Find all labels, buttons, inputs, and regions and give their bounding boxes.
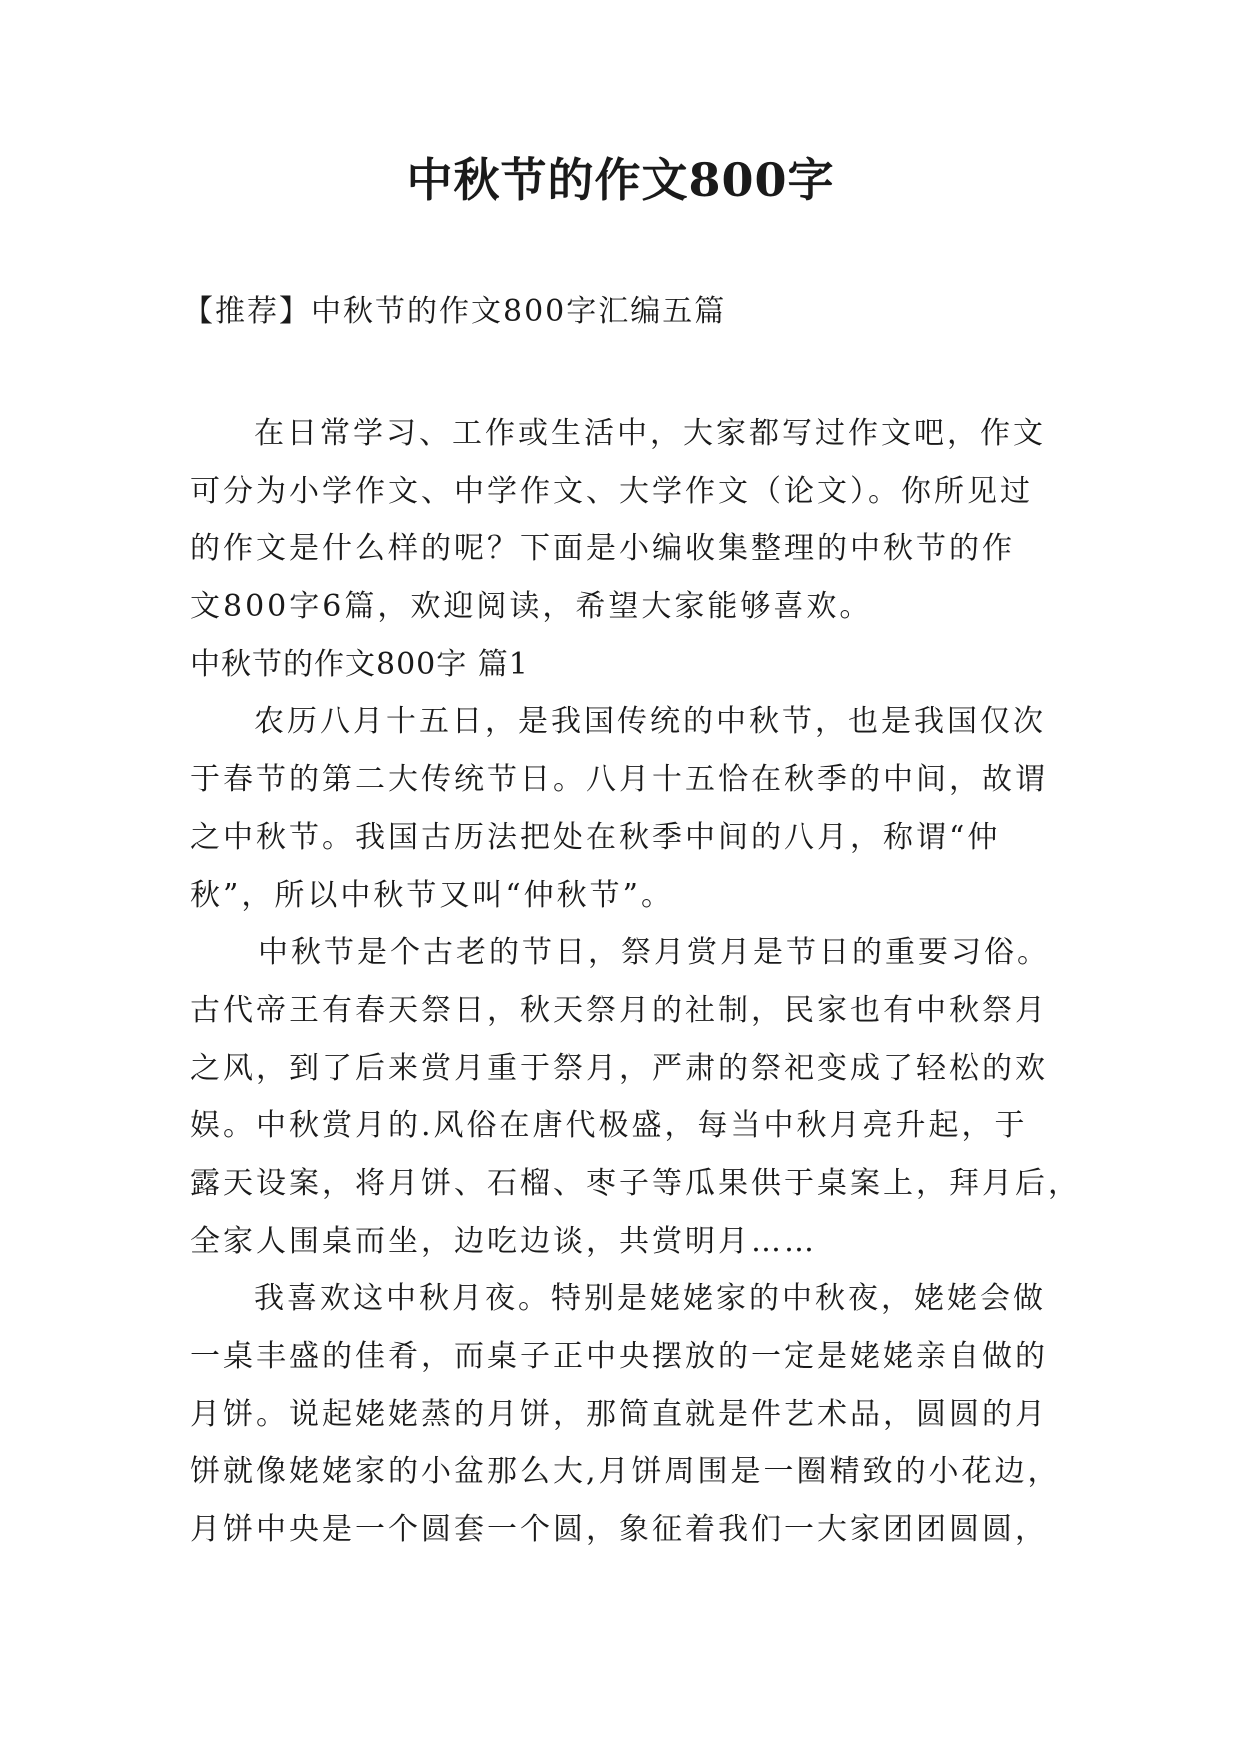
paragraph-line: 我喜欢这中秋月夜。特别是姥姥家的中秋夜，姥姥会做	[254, 1281, 1046, 1317]
paragraph-line: 之中秋节。我国古历法把处在秋季中间的八月，称谓“仲	[190, 819, 1001, 855]
paragraph-line: 露天设案，将月饼、石榴、枣子等瓜果供于桌案上，拜月后，	[190, 1165, 1081, 1201]
paragraph-line: 月饼中央是一个圆套一个圆，象征着我们一大家团团圆圆，	[190, 1512, 1048, 1548]
paragraph-line: 娱。中秋赏月的.风俗在唐代极盛，每当中秋月亮升起，于	[190, 1108, 1028, 1144]
section-heading: 中秋节的作文800字 篇1	[190, 646, 529, 682]
paragraph-line: 农历八月十五日，是我国传统的中秋节，也是我国仅次	[254, 704, 1046, 740]
paragraph-line: 之风，到了后来赏月重于祭月，严肃的祭祀变成了轻松的欢	[190, 1050, 1048, 1086]
paragraph-line: 饼就像姥姥家的小盆那么大,月饼周围是一圈精致的小花边，	[190, 1454, 1061, 1490]
document-body	[190, 405, 1081, 1559]
paragraph-line: 在日常学习、工作或生活中，大家都写过作文吧，作文	[254, 416, 1046, 451]
paragraph-line: 全家人围桌而坐，边吃边谈，共赏明月……	[190, 1223, 817, 1259]
paragraph-line: 于春节的第二大传统节日。八月十五恰在秋季的中间，故谓	[190, 762, 1048, 798]
document-title: 中秋节的作文800字	[406, 153, 835, 207]
paragraph-line: 中秋节是个古老的节日，祭月赏月是节日的重要习俗。	[258, 935, 1050, 971]
paragraph-line: 文800字6篇，欢迎阅读，希望大家能够喜欢。	[190, 589, 873, 625]
paragraph-line: 秋”，所以中秋节又叫“仲秋节”。	[190, 877, 675, 913]
paragraph-line: 古代帝王有春天祭日，秋天祭月的社制，民家也有中秋祭月	[190, 992, 1048, 1028]
paragraph-line: 的作文是什么样的呢？下面是小编收集整理的中秋节的作	[190, 531, 1015, 567]
paragraph-line: 一桌丰盛的佳肴，而桌子正中央摆放的一定是姥姥亲自做的	[190, 1339, 1048, 1374]
paragraph-line: 月饼。说起姥姥蒸的月饼，那简直就是件艺术品，圆圆的月	[190, 1396, 1048, 1432]
document-subtitle: 【推荐】中秋节的作文800字汇编五篇	[183, 294, 727, 329]
paragraph-line: 可分为小学作文、中学作文、大学作文（论文）。你所见过	[190, 473, 1033, 509]
